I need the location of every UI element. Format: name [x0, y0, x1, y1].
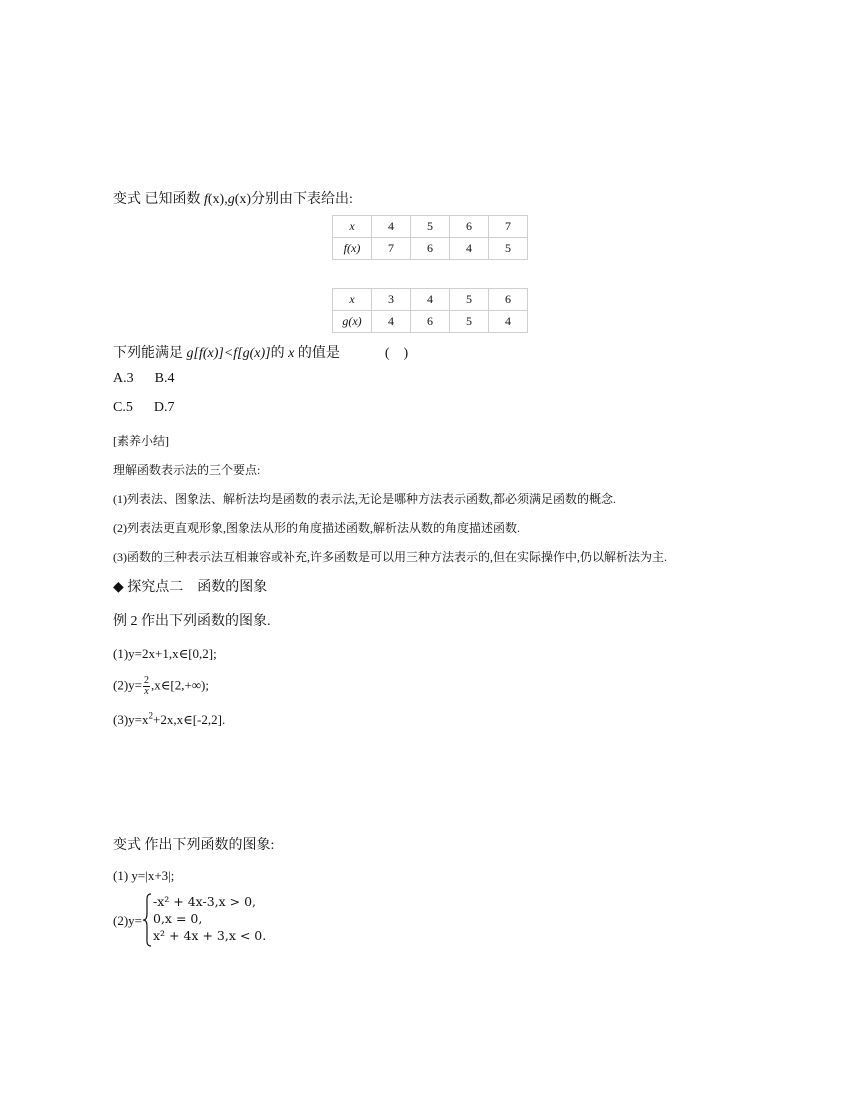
summary-point-2: (2)列表法更直观形象,图象法从形的角度描述函数,解析法从数的角度描述函数.	[113, 521, 520, 535]
summary-point-1: (1)列表法、图象法、解析法均是函数的表示法,无论是哪种方法表示函数,都必须满足函数的概念.	[113, 492, 616, 506]
table-cell: 4	[372, 311, 411, 333]
table-cell: 6	[411, 311, 450, 333]
variant2-item-1: (1) y=|x+3|;	[113, 868, 175, 883]
variant2-title: 变式 作出下列函数的图象:	[113, 838, 275, 853]
table-row	[333, 238, 528, 260]
table-cell: 7	[489, 216, 528, 238]
options-line-1: A.3 B.4	[113, 371, 175, 386]
example2-title: 例 2 作出下列函数的图象.	[113, 614, 271, 629]
table-cell: 5	[450, 311, 489, 333]
diamond-icon: ◆	[113, 580, 124, 595]
summary-point-3: (3)函数的三种表示法互相兼容或补充,许多函数是可以用三种方法表示的,但在实际操作中,仍以解析法为主.	[113, 550, 667, 564]
answer-paren: ( )	[384, 346, 409, 361]
summary-intro: 理解函数表示法的三个要点:	[113, 463, 261, 477]
table-cell: g(x)	[333, 311, 372, 333]
table-cell: 6	[450, 216, 489, 238]
table-f	[332, 215, 528, 260]
summary-heading: [素养小结]	[113, 434, 169, 448]
variant1-intro: 变式 已知函数 f(x),g(x)分别由下表给出:	[113, 192, 353, 207]
example2-item-3: $(3)y=x^2+2x,x\in[-2,2]$.	[113, 710, 226, 727]
table-row	[333, 216, 528, 238]
section-title: 探究点二 函数的图象	[127, 580, 268, 595]
table-cell: 4	[489, 311, 528, 333]
question-text: 下列能满足 g[f(x)]<f[g(x)]的 x 的值是 ( )	[113, 346, 409, 361]
table-g	[332, 288, 528, 333]
fraction: $\frac{2}{x}$	[144, 675, 149, 697]
table-cell: 6	[489, 289, 528, 311]
table-cell: 6	[411, 238, 450, 260]
case-line: 0,x = 0,	[153, 911, 203, 926]
table-cell: 3	[372, 289, 411, 311]
table-cell: 4	[372, 216, 411, 238]
section-heading	[113, 576, 267, 596]
table-cell: 5	[489, 238, 528, 260]
piecewise-cases	[153, 893, 266, 944]
table-cell: 4	[411, 289, 450, 311]
case-line: -x² + 4x-3,x > 0,	[153, 894, 257, 909]
example2-item-1: (1)y=2x+1,x∈[0,2];	[113, 646, 217, 661]
case-line: x² + 4x + 3,x < 0.	[153, 928, 267, 943]
piecewise-label: (2)y=	[113, 913, 142, 928]
left-brace-icon	[142, 893, 152, 947]
table-row	[333, 289, 528, 311]
example2-item-2: (2)y= $\frac{2}{x}$ ,x∈[2,+∞);	[113, 675, 209, 697]
options-line-2: C.5 D.7	[113, 400, 175, 415]
table-cell: 4	[450, 238, 489, 260]
table-row	[333, 311, 528, 333]
table-cell: x	[333, 216, 372, 238]
table-cell: 7	[372, 238, 411, 260]
table-cell: x	[333, 289, 372, 311]
table-cell: f(x)	[333, 238, 372, 260]
table-cell: 5	[411, 216, 450, 238]
table-cell: 5	[450, 289, 489, 311]
